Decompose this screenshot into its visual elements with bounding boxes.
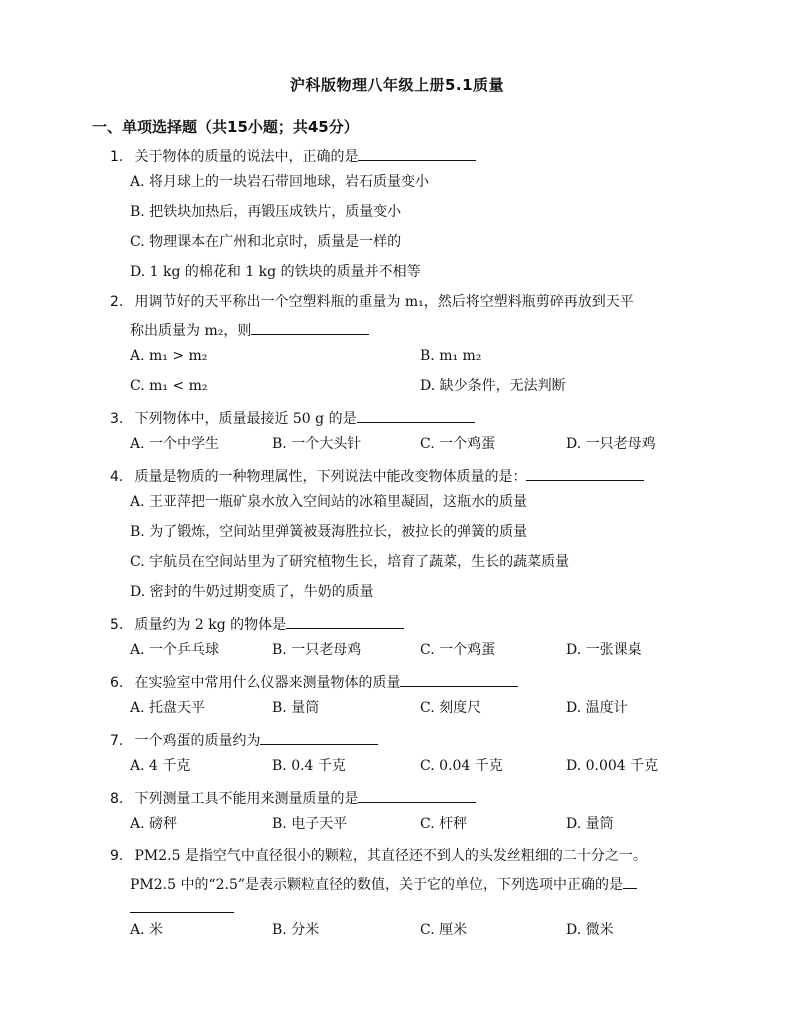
answer-blank[interactable] [260, 730, 378, 745]
question-5 [110, 614, 404, 635]
option-b: B. 一只老母鸡 [272, 642, 362, 658]
option-c: C. 刻度尺 [420, 700, 482, 716]
question-number: 5. [110, 617, 124, 633]
option-a: A. 将月球上的一块岩石带回地球，岩石质量变小 [130, 174, 430, 190]
question-2 [110, 292, 634, 312]
question-number: 2. [110, 294, 124, 310]
question-stem-cont: 称出质量为 m₂，则 [130, 323, 252, 339]
option-b: B. 为了锻炼，空间站里弹簧被聂海胜拉长，被拉长的弹簧的质量 [130, 524, 528, 540]
option-a: A. 4 千克 [130, 758, 191, 774]
option-d: D. 0.004 千克 [566, 758, 659, 774]
question-number: 3. [110, 411, 124, 427]
option-c: C. 一个鸡蛋 [420, 436, 496, 452]
option-c: C. 杆秤 [420, 816, 468, 832]
answer-blank-cont[interactable] [130, 898, 234, 913]
option-d: D. 量筒 [566, 816, 614, 832]
answer-blank[interactable] [251, 320, 369, 335]
question-4 [110, 466, 644, 487]
question-stem: 质量约为 2 kg 的物体是 [134, 617, 287, 633]
question-3 [110, 408, 475, 429]
question-number: 8. [110, 791, 124, 807]
question-number: 9. [110, 848, 124, 864]
option-a: A. 磅秤 [130, 816, 178, 832]
option-d: D. 1 kg 的棉花和 1 kg 的铁块的质量并不相等 [130, 264, 421, 280]
option-a: A. 米 [130, 922, 164, 938]
question-stem: 下列测量工具不能用来测量质量的是 [134, 791, 359, 807]
answer-blank[interactable] [358, 788, 476, 803]
option-a: A. 一个乒乓球 [130, 642, 220, 658]
answer-blank[interactable] [623, 874, 637, 889]
option-b: B. 一个大头针 [272, 436, 362, 452]
question-stem: 质量是物质的一种物理属性，下列说法中能改变物体质量的是： [134, 469, 527, 485]
question-7 [110, 730, 378, 751]
option-a: A. 王亚萍把一瓶矿泉水放入空间站的冰箱里凝固，这瓶水的质量 [130, 494, 528, 510]
option-b: B. 量筒 [272, 700, 320, 716]
option-b: B. 把铁块加热后，再锻压成铁片，质量变小 [130, 204, 402, 220]
answer-blank[interactable] [357, 408, 475, 423]
question-6 [110, 672, 518, 693]
answer-blank[interactable] [400, 672, 518, 687]
question-stem: PM2.5 是指空气中直径很小的颗粒，其直径还不到人的头发丝粗细的二十分之一。 [134, 848, 647, 864]
section-heading: 一、单项选择题（共15小题；共45分） [92, 118, 359, 136]
question-8 [110, 788, 476, 809]
answer-blank[interactable] [526, 466, 644, 481]
option-d: D. 一只老母鸡 [566, 436, 656, 452]
option-c: C. 物理课本在广州和北京时，质量是一样的 [130, 234, 402, 250]
question-number: 4. [110, 469, 124, 485]
option-c: C. 宇航员在空间站里为了研究植物生长，培育了蔬菜，生长的蔬菜质量 [130, 554, 570, 570]
option-d: D. 温度计 [566, 700, 628, 716]
question-stem: 关于物体的质量的说法中，正确的是 [134, 149, 359, 165]
option-d: D. 微米 [566, 922, 614, 938]
question-stem-cont: PM2.5 中的“2.5”是表示颗粒直径的数值，关于它的单位，下列选项中正确的是 [130, 877, 624, 893]
option-a: A. 一个中学生 [130, 436, 220, 452]
page-title: 沪科版物理八年级上册5.1质量 [289, 76, 505, 94]
option-c: C. 一个鸡蛋 [420, 642, 496, 658]
option-b: B. 0.4 千克 [272, 758, 346, 774]
option-a: A. 托盘天平 [130, 700, 206, 716]
option-b: B. m₁ m₂ [420, 348, 482, 364]
option-c: C. 厘米 [420, 922, 468, 938]
answer-blank[interactable] [286, 614, 404, 629]
option-a: A. m₁ > m₂ [130, 348, 208, 364]
option-b: B. 电子天平 [272, 816, 348, 832]
question-stem: 在实验室中常用什么仪器来测量物体的质量 [134, 675, 401, 691]
option-c: C. 0.04 千克 [420, 758, 503, 774]
option-d: D. 密封的牛奶过期变质了，牛奶的质量 [130, 584, 374, 600]
option-b: B. 分米 [272, 922, 320, 938]
question-2-cont [130, 320, 369, 341]
question-stem: 下列物体中，质量最接近 50 g 的是 [134, 411, 357, 427]
question-stem: 一个鸡蛋的质量约为 [134, 733, 261, 749]
question-number: 7. [110, 733, 124, 749]
question-9-blank-line [130, 898, 234, 919]
question-9 [110, 846, 647, 866]
answer-blank[interactable] [358, 146, 476, 161]
question-1 [110, 146, 476, 167]
question-stem: 用调节好的天平称出一个空塑料瓶的重量为 m₁，然后将空塑料瓶剪碎再放到天平 [134, 294, 634, 310]
question-9-cont [130, 874, 637, 895]
option-c: C. m₁ < m₂ [130, 378, 208, 394]
question-number: 6. [110, 675, 124, 691]
question-number: 1. [110, 149, 124, 165]
option-d: D. 缺少条件，无法判断 [420, 378, 566, 394]
option-d: D. 一张课桌 [566, 642, 642, 658]
